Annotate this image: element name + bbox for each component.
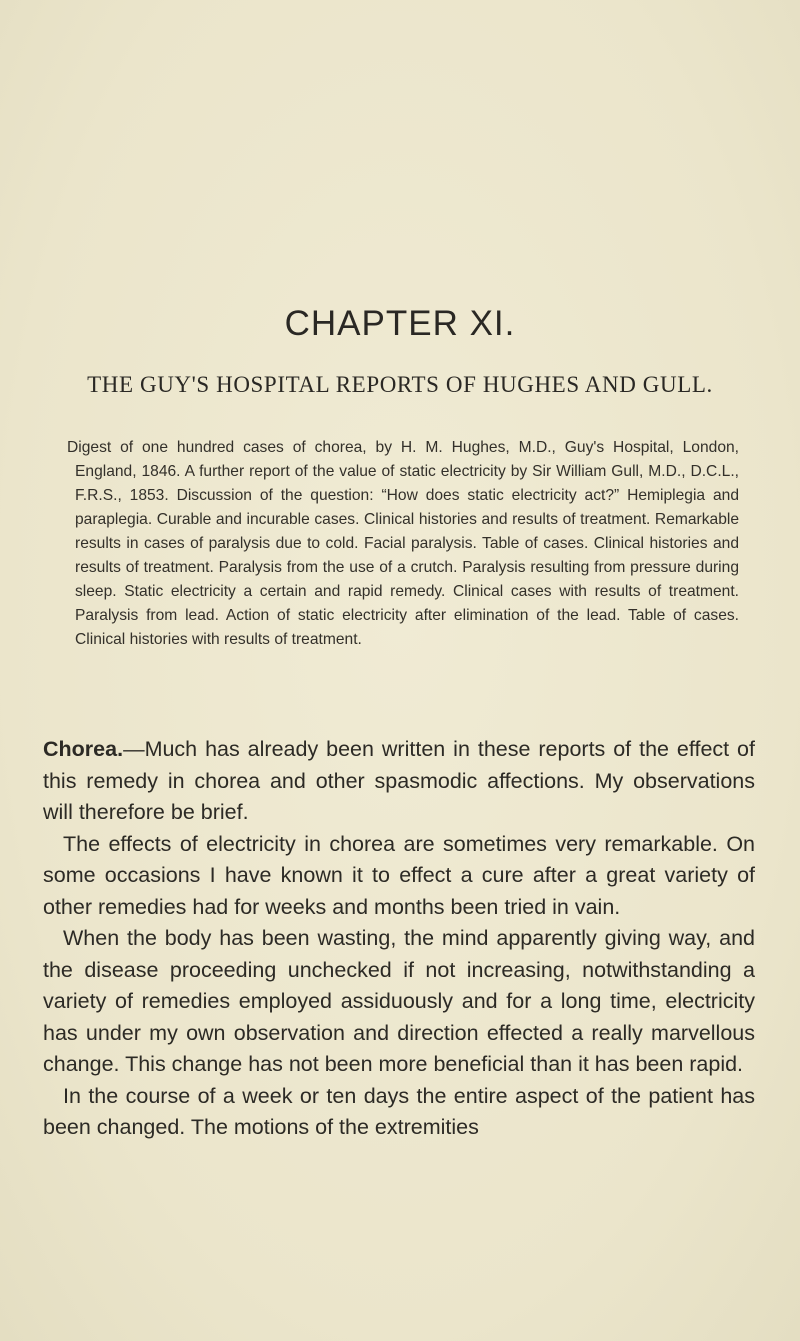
paragraph-text: —Much has already been written in these reports of the effect of this remedy in chorea and other spasmodic affections. My observations will therefore be brief.: [43, 737, 755, 824]
body-paragraph: The effects of electricity in chorea are sometimes very remarkable. On some occasions I have known it to effect a cure after a great variety of other remedies had for weeks and months been tried in vain.: [43, 831, 755, 919]
chapter-digest: Digest of one hundred cases of chorea, by H. M. Hughes, M.D., Guy's Hospital, London, England, 1846. A further report of the value of static electricity by Sir William Gull, M.D., D.C.L., F.R.S., 1853. Discussion of the question: “How does static electricity act?” Hemiplegia and paraplegia. Curable and incurable cases. Clinical histories and results of treatment. Remarkable results in cases of paralysis due to cold. Facial paralysis. Table of cases. Clinical histories and results of treatment. Paralysis from the use of a crutch. Paralysis resulting from pressure during sleep. Static electricity a certain and rapid remedy. Clinical cases with results of treatment. Paralysis from lead. Action of static electricity after elimination of the lead. Table of cases. Clinical histories with results of treatment.: [67, 439, 739, 648]
chapter-title: CHAPTER XI.: [284, 304, 516, 343]
body-paragraph: In the course of a week or ten days the entire aspect of the patient has been changed. The motions of the extremities: [43, 1083, 755, 1139]
body-paragraph: [43, 734, 755, 829]
chapter-body: [43, 734, 755, 1144]
body-paragraph: When the body has been wasting, the mind apparently giving way, and the disease proceeding unchecked if not increasing, notwithstanding a variety of remedies employed assiduously and for a long time, electricity has under my own observation and direction effected a really marvellous change. This change has not been more beneficial than it has been rapid.: [43, 926, 755, 1076]
section-title: THE GUY'S HOSPITAL REPORTS OF HUGHES AND GULL.: [87, 372, 713, 397]
run-in-heading: Chorea.: [43, 737, 124, 761]
